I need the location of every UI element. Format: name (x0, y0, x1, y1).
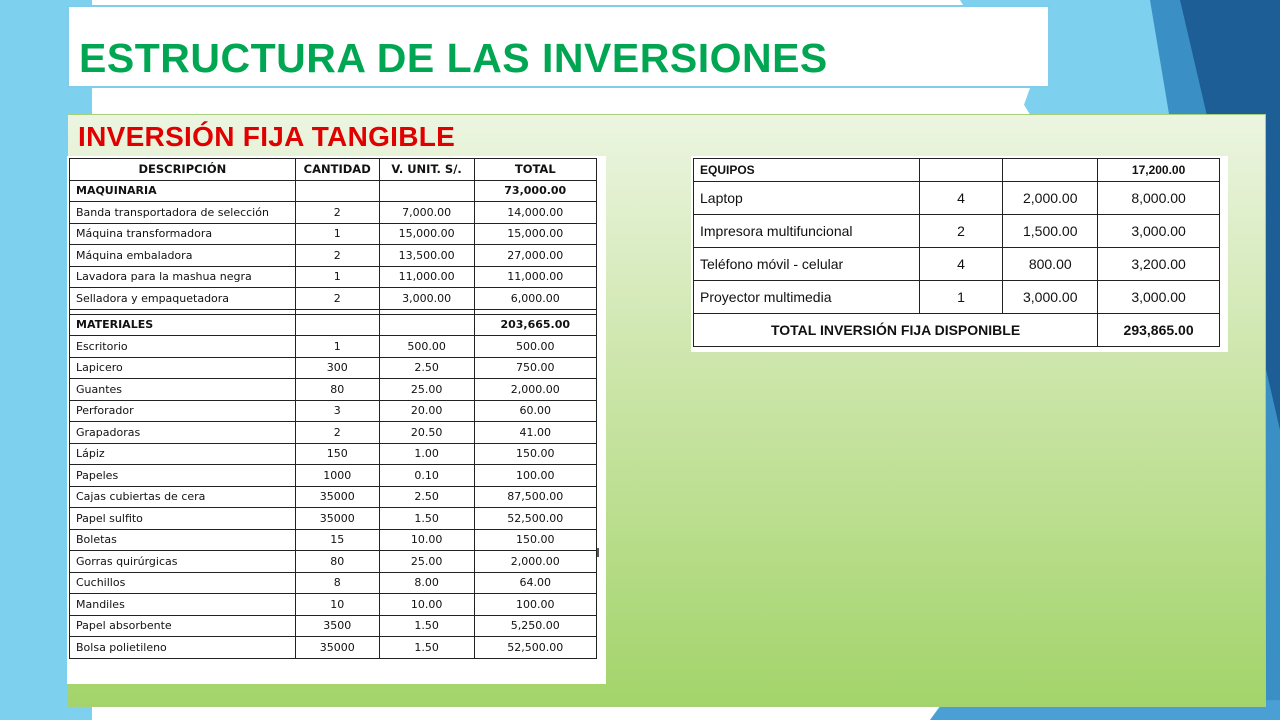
table-row (70, 379, 597, 401)
table-row (694, 215, 1220, 248)
row-quantity: 3 (295, 400, 379, 422)
row-total: 100.00 (474, 594, 596, 616)
row-description: Lápiz (70, 443, 296, 465)
row-unit-value: 1,500.00 (1003, 215, 1098, 248)
row-quantity: 2 (295, 422, 379, 444)
header-description: DESCRIPCIÓN (70, 159, 296, 181)
row-description: Escritorio (70, 336, 296, 358)
row-description: Proyector multimedia (694, 281, 920, 314)
materiales-label: MATERIALES (70, 314, 296, 336)
table-row (70, 266, 597, 288)
row-unit-value: 800.00 (1003, 248, 1098, 281)
row-unit-value: 10.00 (379, 529, 474, 551)
row-unit-value: 10.00 (379, 594, 474, 616)
table-row (70, 223, 597, 245)
row-total: 14,000.00 (474, 202, 596, 224)
materiales-total: 203,665.00 (474, 314, 596, 336)
row-total: 3,200.00 (1098, 248, 1220, 281)
row-unit-value: 7,000.00 (379, 202, 474, 224)
row-description: Máquina embaladora (70, 245, 296, 267)
table-row (70, 336, 597, 358)
row-total: 64.00 (474, 572, 596, 594)
row-total: 750.00 (474, 357, 596, 379)
table-row (70, 465, 597, 487)
row-description: Boletas (70, 529, 296, 551)
row-description: Lapicero (70, 357, 296, 379)
row-unit-value: 500.00 (379, 336, 474, 358)
grand-total-value: 293,865.00 (1098, 314, 1220, 347)
row-quantity: 2 (295, 288, 379, 310)
row-description: Guantes (70, 379, 296, 401)
row-description: Cajas cubiertas de cera (70, 486, 296, 508)
row-quantity: 35000 (295, 637, 379, 659)
row-quantity: 8 (295, 572, 379, 594)
slide-title: ESTRUCTURA DE LAS INVERSIONES (79, 35, 828, 81)
row-quantity: 3500 (295, 615, 379, 637)
row-quantity: 35000 (295, 508, 379, 530)
row-description: Bolsa polietileno (70, 637, 296, 659)
title-box (67, 5, 1050, 88)
row-total: 3,000.00 (1098, 215, 1220, 248)
row-total: 52,500.00 (474, 508, 596, 530)
table-row (70, 508, 597, 530)
row-description: Máquina transformadora (70, 223, 296, 245)
row-unit-value: 20.00 (379, 400, 474, 422)
header-quantity: CANTIDAD (295, 159, 379, 181)
materiales-section-row (70, 314, 597, 336)
row-description: Selladora y empaquetadora (70, 288, 296, 310)
row-unit-value: 15,000.00 (379, 223, 474, 245)
row-quantity: 300 (295, 357, 379, 379)
table-row (70, 202, 597, 224)
slide-subtitle: INVERSIÓN FIJA TANGIBLE (78, 121, 456, 152)
row-description: Laptop (694, 182, 920, 215)
row-total: 15,000.00 (474, 223, 596, 245)
row-unit-value: 2.50 (379, 357, 474, 379)
row-quantity: 4 (919, 182, 1003, 215)
table-row (70, 443, 597, 465)
row-unit-value: 1.50 (379, 615, 474, 637)
row-quantity: 1 (295, 223, 379, 245)
row-quantity: 4 (919, 248, 1003, 281)
row-unit-value: 2.50 (379, 486, 474, 508)
table-row (70, 594, 597, 616)
row-quantity: 2 (919, 215, 1003, 248)
row-description: Impresora multifuncional (694, 215, 920, 248)
table-row (70, 529, 597, 551)
row-total: 150.00 (474, 443, 596, 465)
table-row (70, 615, 597, 637)
table-row (70, 572, 597, 594)
row-unit-value: 13,500.00 (379, 245, 474, 267)
maquinaria-section-row (70, 180, 597, 202)
header-total: TOTAL (474, 159, 596, 181)
investment-table-left (69, 158, 597, 659)
row-quantity: 2 (295, 245, 379, 267)
maquinaria-label: MAQUINARIA (70, 180, 296, 202)
row-quantity: 10 (295, 594, 379, 616)
row-quantity: 2 (295, 202, 379, 224)
row-description: Gorras quirúrgicas (70, 551, 296, 573)
row-total: 87,500.00 (474, 486, 596, 508)
row-unit-value: 2,000.00 (1003, 182, 1098, 215)
row-total: 41.00 (474, 422, 596, 444)
table-header-row (70, 159, 597, 181)
row-description: Perforador (70, 400, 296, 422)
equipos-section-row (694, 159, 1220, 182)
table-row (70, 357, 597, 379)
row-quantity: 80 (295, 379, 379, 401)
row-description: Banda transportadora de selección (70, 202, 296, 224)
maquinaria-total: 73,000.00 (474, 180, 596, 202)
row-quantity: 35000 (295, 486, 379, 508)
row-description: Grapadoras (70, 422, 296, 444)
row-description: Papel absorbente (70, 615, 296, 637)
table-row (70, 245, 597, 267)
row-unit-value: 25.00 (379, 551, 474, 573)
row-quantity: 1 (295, 336, 379, 358)
row-total: 100.00 (474, 465, 596, 487)
row-total: 27,000.00 (474, 245, 596, 267)
row-total: 3,000.00 (1098, 281, 1220, 314)
row-total: 11,000.00 (474, 266, 596, 288)
row-total: 2,000.00 (474, 379, 596, 401)
row-total: 150.00 (474, 529, 596, 551)
table-row (70, 637, 597, 659)
row-unit-value: 0.10 (379, 465, 474, 487)
text-cursor-mark (597, 548, 599, 557)
grand-total-row (694, 314, 1220, 347)
row-quantity: 1 (919, 281, 1003, 314)
header-unit-value: V. UNIT. S/. (379, 159, 474, 181)
table-row (70, 551, 597, 573)
row-quantity: 1 (295, 266, 379, 288)
row-unit-value: 11,000.00 (379, 266, 474, 288)
grand-total-label: TOTAL INVERSIÓN FIJA DISPONIBLE (694, 314, 1098, 347)
table-row (70, 422, 597, 444)
row-unit-value: 8.00 (379, 572, 474, 594)
row-total: 60.00 (474, 400, 596, 422)
row-unit-value: 1.50 (379, 637, 474, 659)
investment-table-right (693, 158, 1220, 347)
row-unit-value: 1.00 (379, 443, 474, 465)
table-row (70, 486, 597, 508)
row-quantity: 1000 (295, 465, 379, 487)
table-row (70, 288, 597, 310)
row-unit-value: 25.00 (379, 379, 474, 401)
row-unit-value: 3,000.00 (379, 288, 474, 310)
equipos-total: 17,200.00 (1098, 159, 1220, 182)
row-description: Lavadora para la mashua negra (70, 266, 296, 288)
row-description: Teléfono móvil - celular (694, 248, 920, 281)
row-total: 52,500.00 (474, 637, 596, 659)
table-row (694, 182, 1220, 215)
row-description: Mandiles (70, 594, 296, 616)
row-unit-value: 3,000.00 (1003, 281, 1098, 314)
row-unit-value: 1.50 (379, 508, 474, 530)
table-row (694, 281, 1220, 314)
equipos-label: EQUIPOS (694, 159, 920, 182)
row-total: 2,000.00 (474, 551, 596, 573)
row-quantity: 15 (295, 529, 379, 551)
table-row (70, 400, 597, 422)
row-description: Cuchillos (70, 572, 296, 594)
row-description: Papel sulfito (70, 508, 296, 530)
row-quantity: 80 (295, 551, 379, 573)
table-row (694, 248, 1220, 281)
row-total: 5,250.00 (474, 615, 596, 637)
row-total: 6,000.00 (474, 288, 596, 310)
row-quantity: 150 (295, 443, 379, 465)
row-unit-value: 20.50 (379, 422, 474, 444)
row-total: 8,000.00 (1098, 182, 1220, 215)
row-description: Papeles (70, 465, 296, 487)
row-total: 500.00 (474, 336, 596, 358)
